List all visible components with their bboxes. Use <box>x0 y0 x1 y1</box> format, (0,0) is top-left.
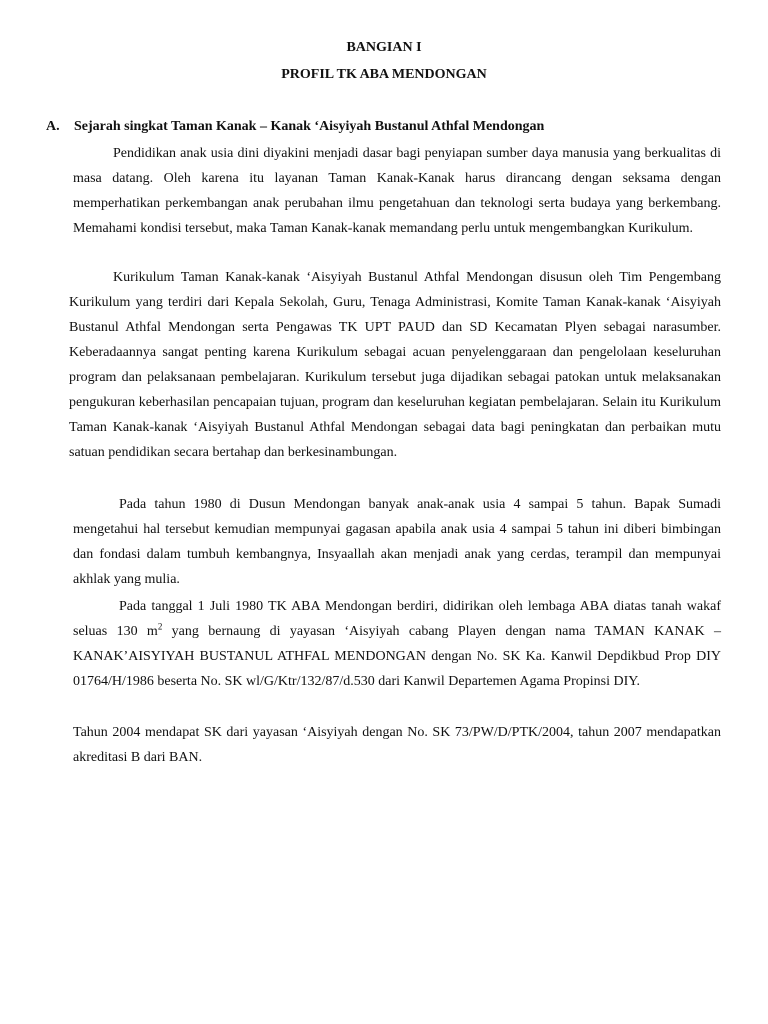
superscript-2: 2 <box>157 621 163 632</box>
chapter-subheading: PROFIL TK ABA MENDONGAN <box>281 67 487 82</box>
section-letter: A. <box>46 119 60 134</box>
paragraph-4-text-b: yang bernaung di yayasan ‘Aisyiyah cabang Playen dengan nama TAMAN KANAK – KANAK’AISYIYAH BUSTANUL ATHFAL MENDONGAN dengan No. SK Ka. Kanwil Depdikbud Prop DIY 01764/H/1986 beserta No. SK wl/G/Ktr/132/87/d.530 dari Kanwil Departemen Agama Propinsi DIY. <box>73 624 722 689</box>
paragraph-2: Kurikulum Taman Kanak-kanak ‘Aisyiyah Bustanul Athfal Mendongan disusun oleh Tim Pengembang Kurikulum yang terdiri dari Kepala Sekolah, Guru, Tenaga Administrasi, Komite Taman Kanak-kanak ‘Aisyiyah Bustanul Athfal Mendongan serta Pengawas TK UPT PAUD dan SD Kecamatan Plyen sebagai narasumber. Keberadaannya sangat penting karena Kurikulum sebagai acuan penyelenggaraan dan pengelolaan keseluruhan program dan pelaksanaan pembelajaran. Kurikulum tersebut juga dijadikan sebagai patokan untuk melaksanakan pengukuran keberhasilan pencapaian tujuan, program dan keseluruhan kegiatan pembelajaran. Selain itu Kurikulum Taman Kanak-kanak ‘Aisyiyah Bustanul Athfal Mendongan sebagai data bagi peningkatan dan perbaikan mutu satuan pendidikan secara bertahap dan berkesinambungan. <box>69 270 721 460</box>
paragraph-4 <box>73 594 721 694</box>
paragraph-5: Tahun 2004 mendapat SK dari yayasan ‘Aisyiyah dengan No. SK 73/PW/D/PTK/2004, tahun 2007 mendapatkan akreditasi B dari BAN. <box>73 725 721 765</box>
section-title: Sejarah singkat Taman Kanak – Kanak ‘Aisyiyah Bustanul Athfal Mendongan <box>74 119 545 134</box>
chapter-heading: BANGIAN I <box>346 40 422 55</box>
section-heading <box>46 119 726 135</box>
paragraph-1: Pendidikan anak usia dini diyakini menjadi dasar bagi penyiapan sumber daya manusia yang berkualitas di masa datang. Oleh karena itu layanan Taman Kanak-Kanak harus dirancang dengan seksama dengan memperhatikan perkembangan anak perubahan ilmu pengetahuan dan teknologi serta budaya yang berkembang. Memahami kondisi tersebut, maka Taman Kanak-kanak memandang perlu untuk mengembangkan Kurikulum. <box>73 146 721 236</box>
paragraph-3: Pada tahun 1980 di Dusun Mendongan banyak anak-anak usia 4 sampai 5 tahun. Bapak Sumadi mengetahui hal tersebut kemudian mempunyai gagasan apabila anak usia 4 sampai 5 tahun ini diberi bimbingan dan fondasi dalam tumbuh kembangnya, Insyaallah akan menjadi anak yang cerdas, terampil dan mempunyai akhlak yang mulia. <box>73 497 721 587</box>
paragraph-4-text-a: Pada tanggal 1 Juli 1980 TK ABA Mendongan berdiri, didirikan oleh lembaga ABA diatas tanah wakaf seluas 130 m <box>73 599 721 639</box>
